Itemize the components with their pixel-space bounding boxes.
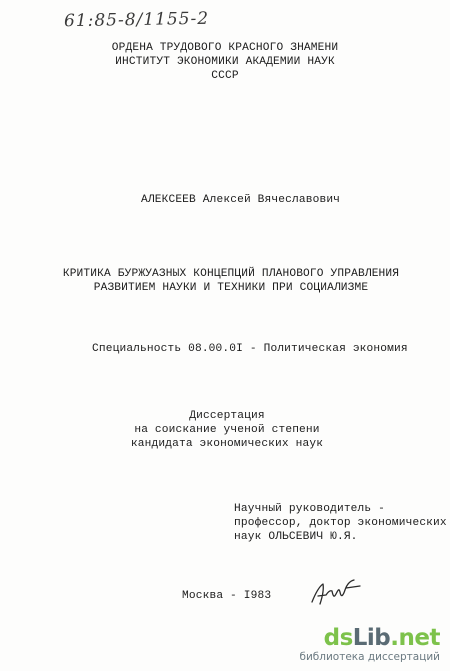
dslib-logo: dsLib.net: [323, 625, 440, 651]
dslib-watermark: [299, 626, 440, 663]
specialty-line: Специальность 08.00.0I - Политическая экономия: [92, 343, 408, 355]
institution-line-3: СССР: [211, 70, 239, 82]
place-and-year: Москва - I983: [182, 590, 272, 602]
institution-line-2: ИНСТИТУТ ЭКОНОМИКИ АКАДЕМИИ НАУК: [115, 56, 335, 68]
handwritten-signature: [310, 578, 362, 608]
dissertation-title-line-1: КРИТИКА БУРЖУАЗНЫХ КОНЦЕПЦИЙ ПЛАНОВОГО УПРАВЛЕНИЯ: [62, 268, 400, 280]
dissertation-type-line-1: Диссертация: [189, 410, 265, 422]
institution-line-1: ОРДЕНА ТРУДОВОГО КРАСНОГО ЗНАМЕНИ: [111, 42, 339, 54]
handwritten-archive-code: 61:85-8/1155-2: [63, 8, 210, 32]
dissertation-type-line-2: на соискание ученой степени: [134, 424, 320, 436]
author-name: АЛЕКСЕЕВ Алексей Вячеславович: [141, 194, 341, 206]
dslib-caption: библиотека диссертаций: [299, 651, 440, 663]
supervisor-line-3: наук ОЛЬСЕВИЧ Ю.Я.: [234, 531, 358, 543]
supervisor-line-2: профессор, доктор экономических: [234, 517, 447, 529]
supervisor-line-1: Научный руководитель -: [234, 503, 385, 515]
dissertation-type-line-3: кандидата экономических наук: [130, 438, 324, 450]
dissertation-title-line-2: РАЗВИТИЕМ НАУКИ И ТЕХНИКИ ПРИ СОЦИАЛИЗМЕ: [93, 282, 369, 294]
